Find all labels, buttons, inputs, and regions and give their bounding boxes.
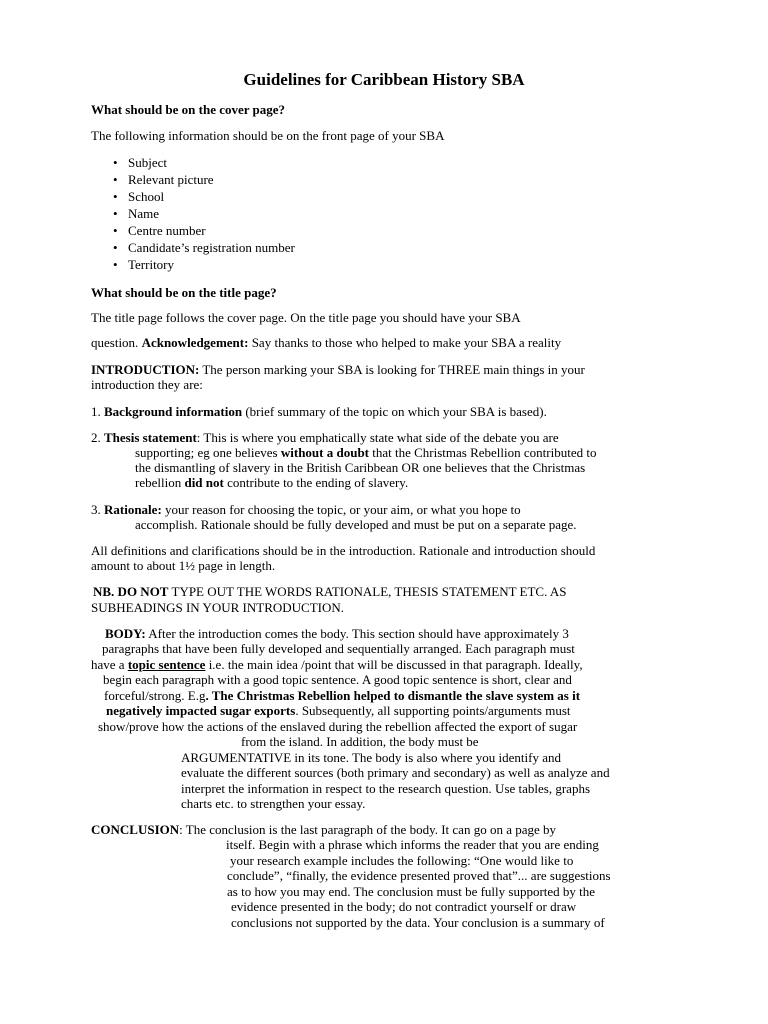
list-item: • School <box>113 189 165 204</box>
cover-items-list <box>113 154 295 273</box>
body-line-4: begin each paragraph with a good topic sentence. A good topic sentence is short, clear and <box>103 672 572 687</box>
bullet-icon: • <box>113 257 118 272</box>
acknowledgement-line: question. Acknowledgement: Say thanks to those who helped to make your SBA a reality <box>91 335 562 350</box>
body-line-9: ARGUMENTATIVE in its tone. The body is also where you identify and <box>181 750 561 765</box>
bullet-icon: • <box>113 206 118 221</box>
cover-page-intro: The following information should be on the front page of your SBA <box>91 128 445 143</box>
list-item: • Subject <box>113 155 167 170</box>
list-item: • Relevant picture <box>113 172 214 187</box>
introduction-line-2: introduction they are: <box>91 377 203 392</box>
conclusion-line-7: conclusions not supported by the data. Your conclusion is a summary of <box>231 915 605 930</box>
item-background-information: 1. Background information (brief summary of the topic on which your SBA is based). <box>91 404 547 419</box>
conclusion-line-3: your research example includes the following: “One would like to <box>230 853 574 868</box>
nb-line-1: NB. DO NOT TYPE OUT THE WORDS RATIONALE, THESIS STATEMENT ETC. AS <box>93 584 567 599</box>
introduction-line-1: INTRODUCTION: The person marking your SBA is looking for THREE main things in your <box>91 362 585 377</box>
list-item: • Candidate’s registration number <box>113 240 295 255</box>
conclusion-line-1: CONCLUSION: The conclusion is the last paragraph of the body. It can go on a page by <box>91 822 557 837</box>
body-line-12: charts etc. to strengthen your essay. <box>181 796 366 811</box>
conclusion-line-2: itself. Begin with a phrase which informs the reader that you are ending <box>226 837 599 852</box>
body-line-6: negatively impacted sugar exports. Subsequently, all supporting points/arguments must <box>106 703 571 718</box>
bullet-icon: • <box>113 155 118 170</box>
body-line-2: paragraphs that have been fully developed and sequentially arranged. Each paragraph must <box>102 641 575 656</box>
body-line-7: show/prove how the actions of the enslaved during the rebellion affected the export of sugar <box>98 719 578 734</box>
item-thesis-line-4: rebellion did not contribute to the ending of slavery. <box>135 475 409 490</box>
body-line-10: evaluate the different sources (both primary and secondary) as well as analyze and <box>181 765 610 780</box>
title-page-heading: What should be on the title page? <box>91 285 277 300</box>
list-item: • Name <box>113 206 160 221</box>
definitions-line-1: All definitions and clarifications should be in the introduction. Rationale and introduction should <box>91 543 596 558</box>
bullet-icon: • <box>113 189 118 204</box>
page-title: Guidelines for Caribbean History SBA <box>243 70 525 89</box>
conclusion-line-6: evidence presented in the body; do not contradict yourself or draw <box>231 899 577 914</box>
item-rationale-line-1: 3. Rationale: your reason for choosing the topic, or your aim, or what you hope to <box>91 502 521 517</box>
bullet-icon: • <box>113 172 118 187</box>
conclusion-line-5: as to how you may end. The conclusion must be fully supported by the <box>227 884 596 899</box>
item-rationale-line-2: accomplish. Rationale should be fully developed and must be put on a separate page. <box>135 517 577 532</box>
item-thesis-line-2: supporting; eg one believes without a doubt that the Christmas Rebellion contributed to <box>135 445 597 460</box>
body-line-5: forceful/strong. E.g. The Christmas Rebellion helped to dismantle the slave system as it <box>104 688 581 703</box>
bullet-icon: • <box>113 223 118 238</box>
item-thesis-line-3: the dismantling of slavery in the British Caribbean OR one believes that the Christmas <box>135 460 586 475</box>
conclusion-line-4: conclude”, “finally, the evidence presented proved that”... are suggestions <box>227 868 611 883</box>
title-page-text: The title page follows the cover page. On the title page you should have your SBA <box>91 310 521 325</box>
nb-line-2: SUBHEADINGS IN YOUR INTRODUCTION. <box>91 600 345 615</box>
item-thesis-line-1: 2. Thesis statement: This is where you emphatically state what side of the debate you are <box>91 430 559 445</box>
list-item: • Centre number <box>113 223 206 238</box>
body-line-11: interpret the information in respect to the research question. Use tables, graphs <box>181 781 591 796</box>
body-line-8: from the island. In addition, the body must be <box>241 734 479 749</box>
list-item: • Territory <box>113 257 175 272</box>
definitions-line-2: amount to about 1½ page in length. <box>91 558 276 573</box>
cover-page-heading: What should be on the cover page? <box>91 102 286 117</box>
bullet-icon: • <box>113 240 118 255</box>
body-line-3: have a topic sentence i.e. the main idea /point that will be discussed in that paragraph. Ideally, <box>91 657 583 672</box>
body-line-1: BODY: After the introduction comes the body. This section should have approximately 3 <box>105 626 569 641</box>
